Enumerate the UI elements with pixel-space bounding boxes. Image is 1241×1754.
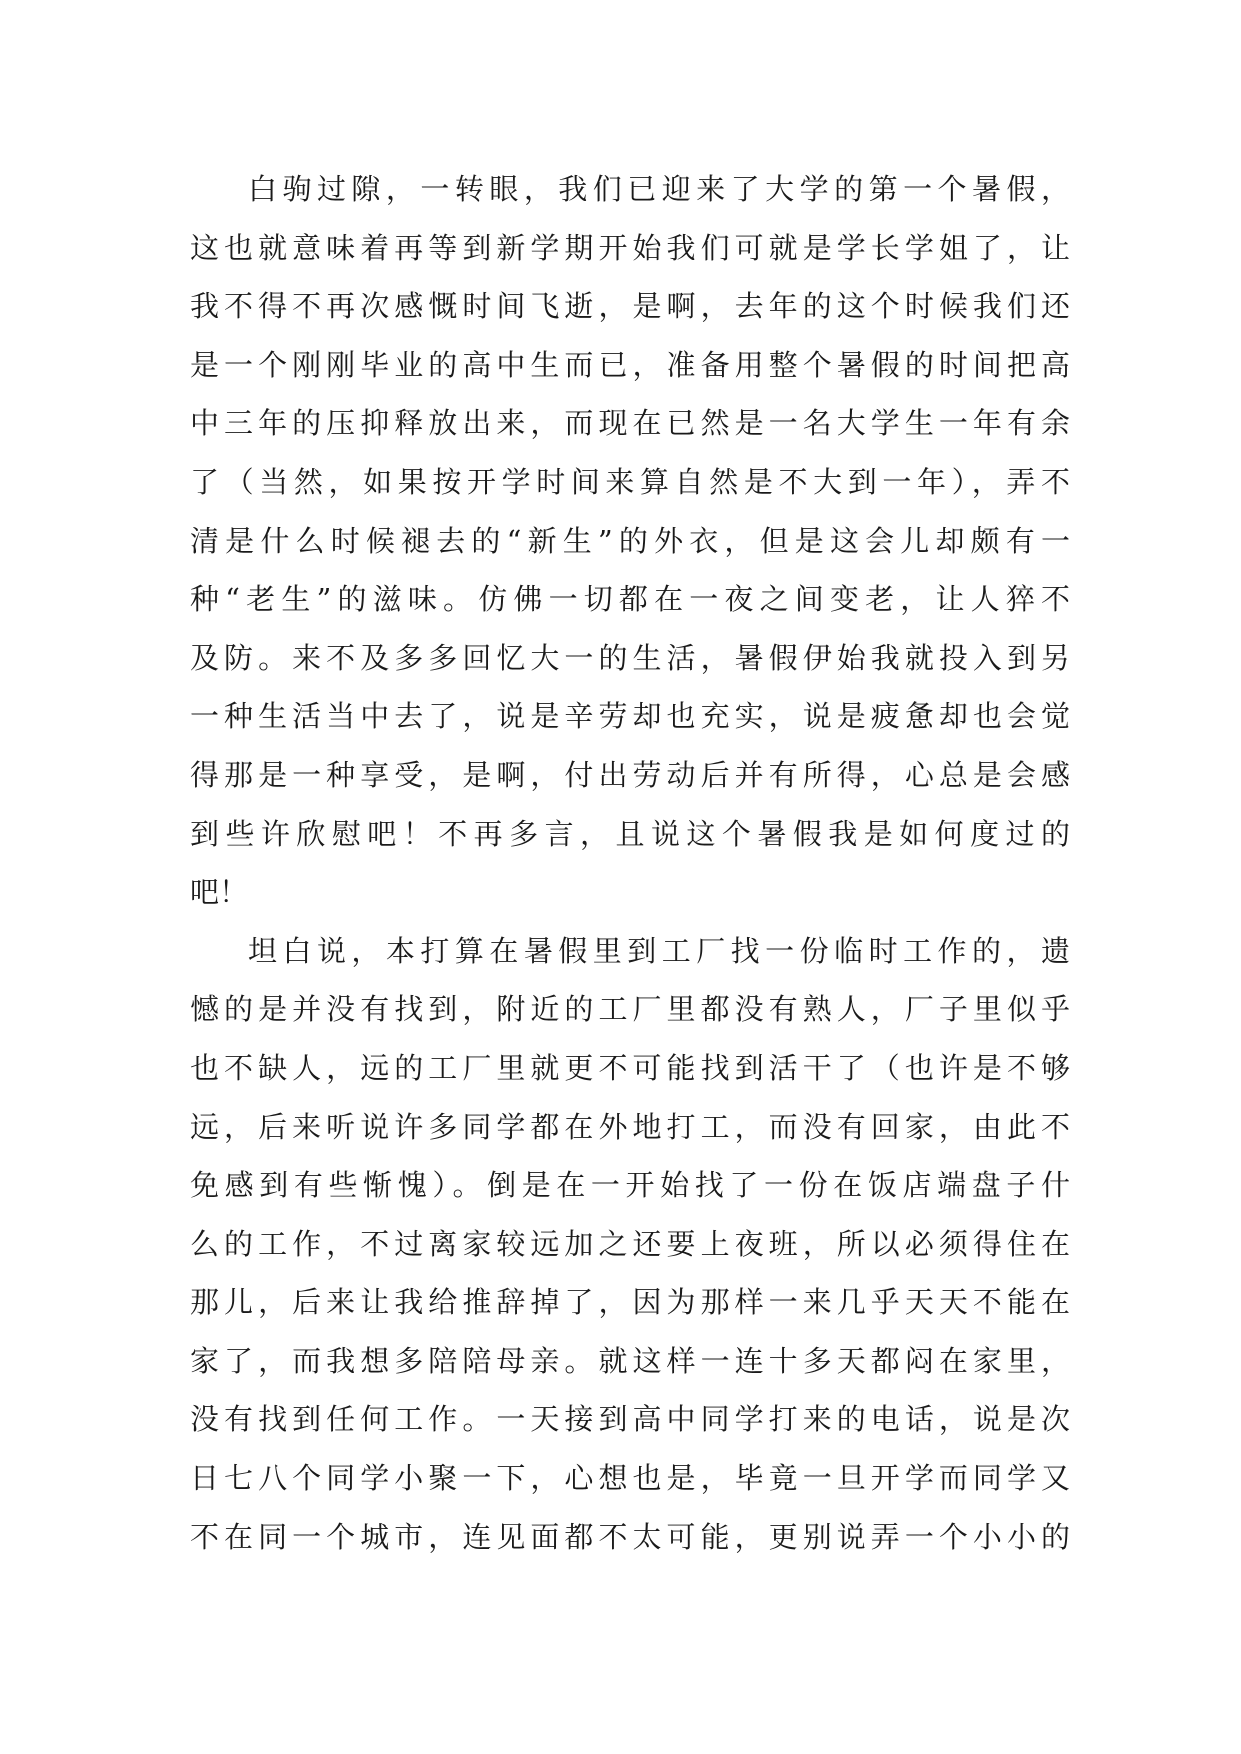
- text-line: 清是什么时候褪去的“新生”的外衣，但是这会儿却颇有一: [190, 523, 1070, 558]
- paragraph-2: [190, 922, 1070, 1567]
- text-line: 远，后来听说许多同学都在外地打工，而没有回家，由此不: [190, 1109, 1070, 1144]
- text-line: 免感到有些惭愧）。倒是在一开始找了一份在饭店端盘子什: [190, 1168, 1070, 1203]
- text-line: 不在同一个城市，连见面都不太可能，更别说弄一个小小的: [190, 1519, 1070, 1554]
- text-line: 没有找到任何工作。一天接到高中同学打来的电话，说是次: [190, 1402, 1070, 1437]
- body-text: [190, 160, 1070, 1566]
- text-line: 及防。来不及多多回忆大一的生活，暑假伊始我就投入到另: [190, 640, 1070, 675]
- text-line: 得那是一种享受，是啊，付出劳动后并有所得，心总是会感: [190, 757, 1070, 792]
- text-line: 一种生活当中去了，说是辛劳却也充实，说是疲惫却也会觉: [190, 699, 1070, 734]
- text-line: 到些许欣慰吧！不再多言，且说这个暑假我是如何度过的: [190, 816, 1070, 851]
- text-line: 坦白说，本打算在暑假里到工厂找一份临时工作的，遗: [248, 933, 1070, 968]
- text-line: 了（当然，如果按开学时间来算自然是不大到一年），弄不: [190, 464, 1070, 499]
- text-line: 那儿，后来让我给推辞掉了，因为那样一来几乎天天不能在: [190, 1285, 1070, 1320]
- text-line: 也不缺人，远的工厂里就更不可能找到活干了（也许是不够: [190, 1050, 1070, 1085]
- text-line: 憾的是并没有找到，附近的工厂里都没有熟人，厂子里似乎: [190, 992, 1070, 1027]
- text-line: 这也就意味着再等到新学期开始我们可就是学长学姐了，让: [190, 230, 1070, 265]
- text-line: 么的工作，不过离家较远加之还要上夜班，所以必须得住在: [190, 1226, 1070, 1261]
- text-line: 种“老生”的滋味。仿佛一切都在一夜之间变老，让人猝不: [190, 582, 1070, 617]
- text-line: 日七八个同学小聚一下，心想也是，毕竟一旦开学而同学又: [190, 1461, 1070, 1496]
- text-line: 我不得不再次感慨时间飞逝，是啊，去年的这个时候我们还: [190, 289, 1070, 324]
- text-line: 家了，而我想多陪陪母亲。就这样一连十多天都闷在家里，: [190, 1343, 1070, 1378]
- paragraph-1: [190, 160, 1070, 922]
- text-line: 中三年的压抑释放出来，而现在已然是一名大学生一年有余: [190, 406, 1070, 441]
- text-line: 吧！: [190, 875, 249, 910]
- text-line: 白驹过隙，一转眼，我们已迎来了大学的第一个暑假，: [248, 172, 1070, 206]
- text-line: 是一个刚刚毕业的高中生而已，准备用整个暑假的时间把高: [190, 347, 1070, 382]
